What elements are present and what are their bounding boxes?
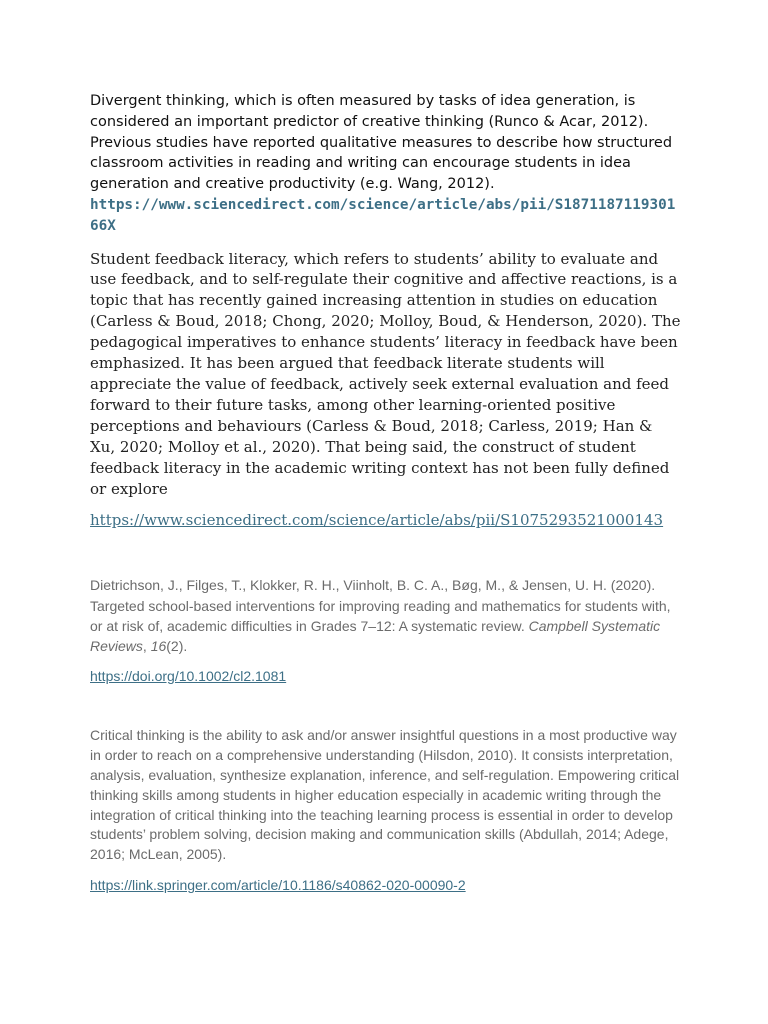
citation-authors-title: Dietrichson, J., Filges, T., Klokker, R. H., Viinholt, B. C. A., Bøg, M., & Jensen, U. H. (2020). Targeted school-based interventions for improving reading and mathematics for students with, or at risk of, academic difficulties in Grades 7–12: A systematic review. [90, 577, 671, 634]
critical-thinking-paragraph: Critical thinking is the ability to ask and/or answer insightful questions in a most productive way in order to reach on a comprehensive understanding (Hilsdon, 2010). It consists interpretation, analysis, evaluation, synthesize explanation, inference, and self-regulation. Empowering critical thinking skills among students in higher education especially in academic writing through the integration of critical thinking into the teaching learning process is essential in order to develop students’ problem solving, decision making and communication skills (Abdullah, 2014; Adege, 2016; McLean, 2005). [90, 727, 680, 863]
springer-link[interactable]: https://link.springer.com/article/10.1186/s40862-020-00090-2 [90, 876, 466, 893]
citation-issue: (2). [166, 637, 188, 654]
doi-link[interactable]: https://doi.org/10.1002/cl2.1081 [90, 668, 287, 685]
citation-separator: , [142, 637, 151, 654]
sciencedirect-link-1[interactable]: https://www.sciencedirect.com/science/article/abs/pii/S187118711930166X [90, 196, 676, 234]
feedback-literacy-paragraph: Student feedback literacy, which refers to students’ ability to evaluate and use feedback, and to self-regulate their cognitive and affective reactions, is a topic that has recently gained increasing attention in studies on education (Carless & Boud, 2018; Chong, 2020; Molloy, Boud, & Henderson, 2020). The pedagogical imperatives to enhance students’ literacy in feedback have been emphasized. It has been argued that feedback literate students will appreciate the value of feedback, actively seek external evaluation and feed forward to their future tasks, among other learning-oriented positive perceptions and behaviours (Carless & Boud, 2018; Carless, 2019; Han & Xu, 2020; Molloy et al., 2020). That being said, the construct of student feedback literacy in the academic writing context has not been fully defined or explore [90, 249, 681, 498]
citation-journal: Campbell Systematic Reviews [90, 617, 661, 654]
dietrichson-citation [90, 575, 682, 656]
citation-volume: 16 [150, 637, 167, 654]
divergent-thinking-paragraph: Divergent thinking, which is often measured by tasks of idea generation, is considered an important predictor of creative thinking (Runco & Acar, 2012). Previous studies have reported qualitative measures to describe how structured classroom activities in reading and writing can encourage students in idea generation and creative productivity (e.g. Wang, 2012). [90, 93, 673, 193]
document-page [90, 91, 682, 895]
sciencedirect-link-2[interactable]: https://www.sciencedirect.com/science/article/abs/pii/S1075293521000143 [90, 511, 664, 530]
